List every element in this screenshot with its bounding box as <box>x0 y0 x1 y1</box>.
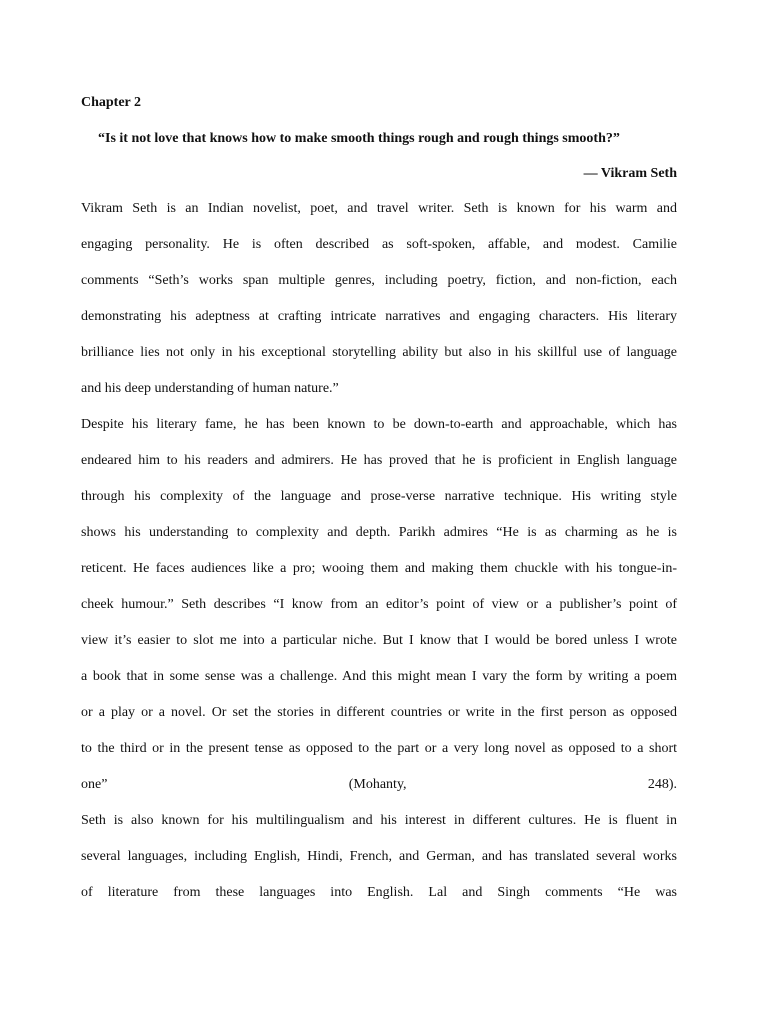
text-line: through his complexity of the language and prose-verse narrative technique. His writing style <box>81 489 677 504</box>
text-line: view it’s easier to slot me into a particular niche. But I know that I would be bored unless I wrote <box>81 633 677 648</box>
text-line: of literature from these languages into English. Lal and Singh comments “He was <box>81 885 677 900</box>
body-text <box>81 199 677 919</box>
text-line: Despite his literary fame, he has been known to be down-to-earth and approachable, which has <box>81 417 677 432</box>
text-line: cheek humour.” Seth describes “I know from an editor’s point of view or a publisher’s point of <box>81 597 677 612</box>
text-line: demonstrating his adeptness at crafting intricate narratives and engaging characters. His literary <box>81 309 677 324</box>
text-line: comments “Seth’s works span multiple genres, including poetry, fiction, and non-fiction, each <box>81 273 677 288</box>
chapter-heading: Chapter 2 <box>81 95 142 110</box>
text-line: brilliance lies not only in his exceptional storytelling ability but also in his skillful use of language <box>81 345 677 360</box>
text-line: one” (Mohanty, 248). <box>81 777 677 792</box>
text-line: a book that in some sense was a challenge. And this might mean I vary the form by writing a poem <box>81 669 677 684</box>
text-line: Vikram Seth is an Indian novelist, poet, and travel writer. Seth is known for his warm and <box>81 201 677 216</box>
text-line: reticent. He faces audiences like a pro; wooing them and making them chuckle with his tongue-in- <box>81 561 677 576</box>
epigraph-quote: “Is it not love that knows how to make smooth things rough and rough things smooth?” <box>98 131 620 146</box>
text-line: engaging personality. He is often described as soft-spoken, affable, and modest. Camilie <box>81 237 677 252</box>
text-line: endeared him to his readers and admirers. He has proved that he is proficient in English language <box>81 453 677 468</box>
epigraph-attribution: — Vikram Seth <box>583 166 677 181</box>
text-line: and his deep understanding of human nature.” <box>81 381 339 396</box>
text-line: to the third or in the present tense as opposed to the part or a very long novel as opposed to a short <box>81 741 677 756</box>
text-line: or a play or a novel. Or set the stories in different countries or write in the first person as opposed <box>81 705 677 720</box>
text-line: Seth is also known for his multilingualism and his interest in different cultures. He is fluent in <box>81 813 677 828</box>
text-line: shows his understanding to complexity and depth. Parikh admires “He is as charming as he is <box>81 525 677 540</box>
text-line: several languages, including English, Hindi, French, and German, and has translated several works <box>81 849 677 864</box>
